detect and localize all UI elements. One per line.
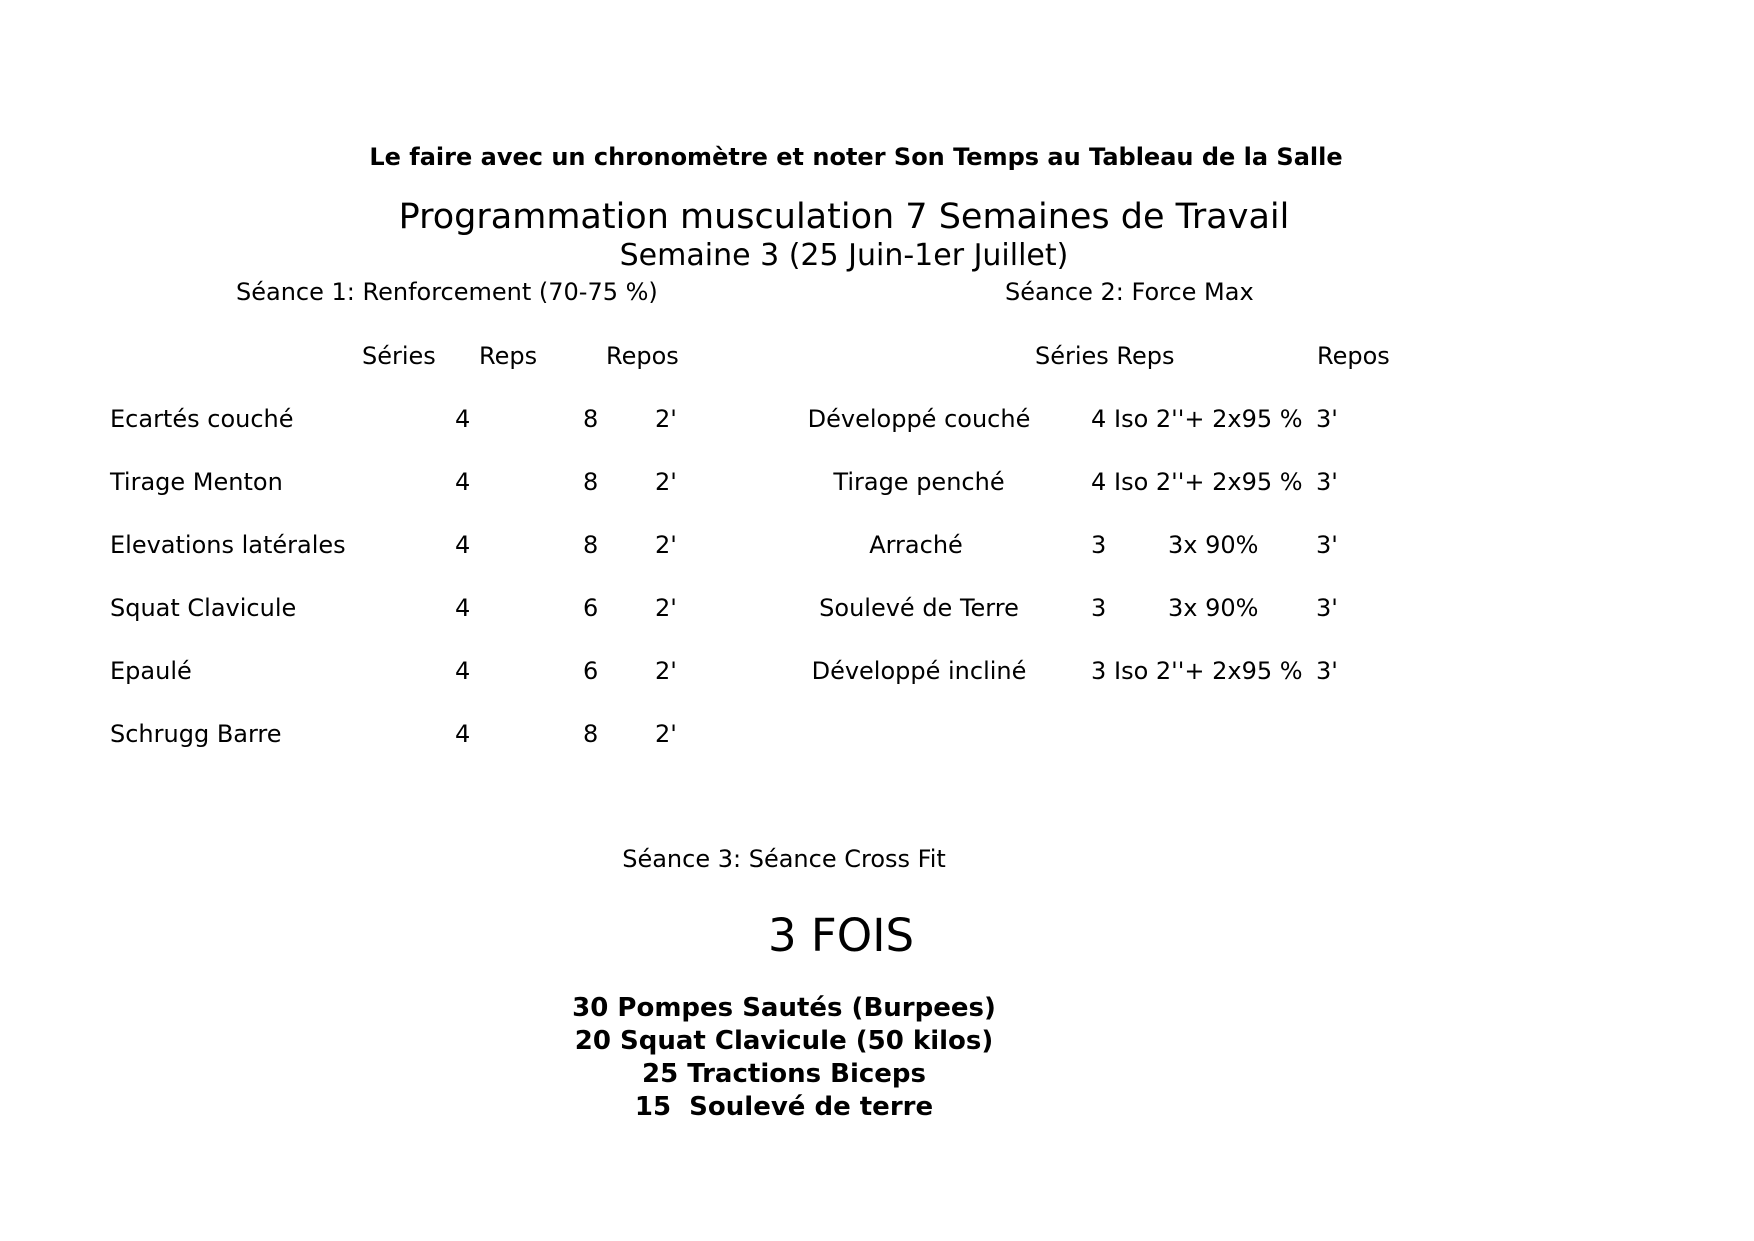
exercise-name: Elevations latérales bbox=[110, 531, 346, 559]
reps-value: Iso 2''+ 2x95 % bbox=[1114, 405, 1303, 433]
seance2-title: Séance 2: Force Max bbox=[1005, 278, 1254, 306]
exercise-name: Soulevé de Terre bbox=[819, 594, 1019, 622]
reps-value: 8 bbox=[583, 720, 599, 748]
exercise-name: Squat Clavicule bbox=[110, 594, 297, 622]
table-row bbox=[0, 407, 1754, 437]
list-item: 25 Tractions Biceps bbox=[642, 1059, 926, 1089]
list-item: 20 Squat Clavicule (50 kilos) bbox=[574, 1026, 994, 1056]
repos-value: 2' bbox=[655, 657, 677, 685]
repos-value: 2' bbox=[655, 720, 677, 748]
table-row bbox=[0, 659, 1754, 689]
reps-value: 8 bbox=[583, 468, 599, 496]
repos-value: 2' bbox=[655, 531, 677, 559]
reps-value: Iso 2''+ 2x95 % bbox=[1114, 468, 1303, 496]
reps-value: 8 bbox=[583, 531, 599, 559]
seance3-title: Séance 3: Séance Cross Fit bbox=[622, 845, 946, 873]
repos-value: 3' bbox=[1316, 657, 1338, 685]
list-item: 15 Soulevé de terre bbox=[634, 1092, 934, 1122]
exercise-name: Tirage penché bbox=[833, 468, 1005, 496]
exercise-name: Développé incliné bbox=[811, 657, 1027, 685]
series-value: 4 bbox=[455, 594, 471, 622]
series-value: 4 bbox=[455, 531, 471, 559]
page-title: Programmation musculation 7 Semaines de Travail bbox=[398, 197, 1290, 237]
exercise-name: Schrugg Barre bbox=[110, 720, 282, 748]
reps-value: 6 bbox=[583, 594, 599, 622]
table-row bbox=[0, 722, 1754, 752]
seance2-header-series-reps: Séries Reps bbox=[1035, 342, 1175, 370]
seance1-header-reps: Reps bbox=[479, 342, 538, 370]
seance1-header-repos: Repos bbox=[606, 342, 679, 370]
exercise-name: Tirage Menton bbox=[110, 468, 283, 496]
table-row bbox=[0, 470, 1754, 500]
series-value: 3 bbox=[1091, 657, 1107, 685]
list-item: 30 Pompes Sautés (Burpees) bbox=[572, 993, 996, 1023]
series-value: 3 bbox=[1091, 531, 1107, 559]
instruction-text: Le faire avec un chronomètre et noter Son Temps au Tableau de la Salle bbox=[369, 143, 1343, 171]
exercise-name: Epaulé bbox=[110, 657, 192, 685]
seance3-rounds: 3 FOIS bbox=[767, 909, 915, 962]
series-value: 4 bbox=[455, 657, 471, 685]
repos-value: 2' bbox=[655, 468, 677, 496]
table-row bbox=[0, 596, 1754, 626]
reps-value: 3x 90% bbox=[1168, 594, 1259, 622]
table-row bbox=[0, 533, 1754, 563]
repos-value: 3' bbox=[1316, 531, 1338, 559]
exercise-name: Développé couché bbox=[807, 405, 1031, 433]
series-value: 4 bbox=[455, 405, 471, 433]
repos-value: 3' bbox=[1316, 405, 1338, 433]
exercise-name: Ecartés couché bbox=[110, 405, 294, 433]
series-value: 4 bbox=[1091, 405, 1107, 433]
series-value: 3 bbox=[1091, 594, 1107, 622]
series-value: 4 bbox=[455, 468, 471, 496]
repos-value: 2' bbox=[655, 405, 677, 433]
seance1-title: Séance 1: Renforcement (70-75 %) bbox=[236, 278, 658, 306]
reps-value: 3x 90% bbox=[1168, 531, 1259, 559]
series-value: 4 bbox=[1091, 468, 1107, 496]
reps-value: Iso 2''+ 2x95 % bbox=[1114, 657, 1303, 685]
repos-value: 3' bbox=[1316, 594, 1338, 622]
seance1-header-series: Séries bbox=[362, 342, 436, 370]
reps-value: 8 bbox=[583, 405, 599, 433]
series-value: 4 bbox=[455, 720, 471, 748]
exercise-name: Arraché bbox=[869, 531, 963, 559]
repos-value: 3' bbox=[1316, 468, 1338, 496]
seance2-header-repos: Repos bbox=[1317, 342, 1390, 370]
reps-value: 6 bbox=[583, 657, 599, 685]
page-subtitle: Semaine 3 (25 Juin-1er Juillet) bbox=[619, 238, 1069, 273]
repos-value: 2' bbox=[655, 594, 677, 622]
